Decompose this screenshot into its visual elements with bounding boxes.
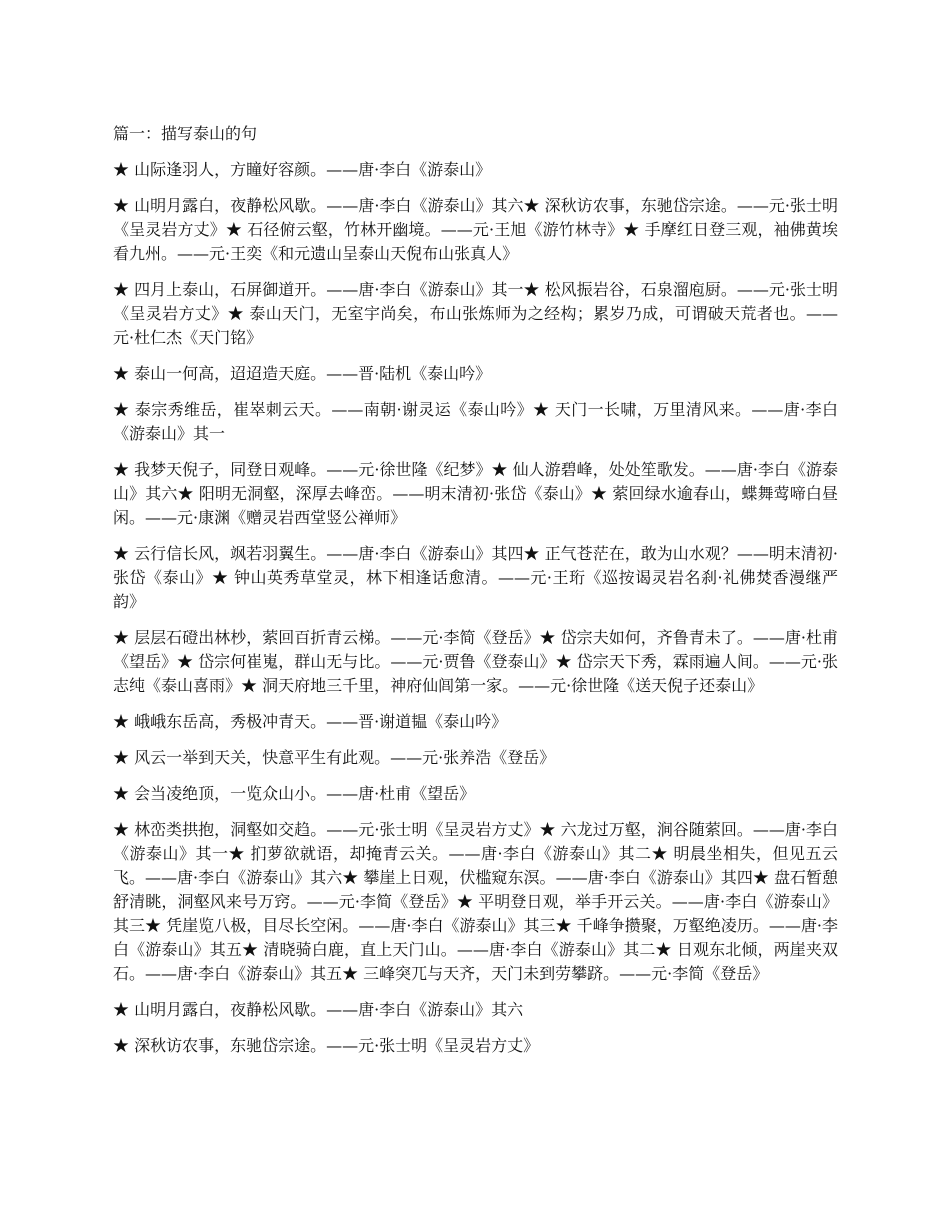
quote-paragraph: ★ 峨峨东岳高，秀极冲青天。——晋·谢道韫《泰山吟》 [113,712,508,731]
quote-paragraph: ★ 会当凌绝顶，一览众山小。——唐·杜甫《望岳》 [113,784,476,803]
document-heading: 篇一：描写泰山的句 [113,124,258,143]
quote-paragraph: ★ 层层石磴出林杪，萦回百折青云梯。——元·李简《登岳》★ 岱宗夫如何，齐鲁青未了。——唐·杜甫《望岳》★ 岱宗何崔嵬，群山无与比。——元·贾鲁《登泰山》★ 岱宗天下秀，霖雨遍人间。——元·张志纯《泰山喜雨》★ 洞天府地三千里，神府仙闾第一家。——元·徐世隆《送天倪子还泰山》 [113,628,838,695]
document-page [113,122,838,1070]
quote-paragraph: ★ 泰山一何高，迢迢造天庭。——晋·陆机《泰山吟》 [113,364,492,383]
quote-paragraph: ★ 深秋访农事，东驰岱宗途。——元·张士明《呈灵岩方丈》 [113,1036,540,1055]
quote-paragraph: ★ 泰宗秀维岳，崔崒刺云天。——南朝·谢灵运《泰山吟》★ 天门一长啸，万里清风来。——唐·李白《游泰山》其一 [113,400,838,443]
quote-paragraph: ★ 山明月露白，夜静松风歇。——唐·李白《游泰山》其六★ 深秋访农事，东驰岱宗途。——元·张士明《呈灵岩方丈》★ 石径俯云壑，竹林开幽境。——元·王旭《游竹林寺》★ 手摩红日登三观，袖佛黄埃看九州。——元·王奕《和元遗山呈泰山天倪布山张真人》 [113,196,838,263]
quote-paragraph: ★ 山明月露白，夜静松风歇。——唐·李白《游泰山》其六 [113,1000,524,1019]
quote-paragraph: ★ 我梦天倪子，同登日观峰。——元·徐世隆《纪梦》★ 仙人游碧峰，处处笙歌发。——唐·李白《游泰山》其六★ 阳明无洞壑，深厚去峰峦。——明末清初·张岱《泰山》★ 萦回绿水逾春山，蝶舞莺啼白昼闲。——元·康渊《赠灵岩西堂竖公禅师》 [113,460,838,527]
quote-paragraph: ★ 风云一举到天关，快意平生有此观。——元·张养浩《登岳》 [113,748,556,767]
quote-paragraph: ★ 林峦类拱抱，洞壑如交趋。——元·张士明《呈灵岩方丈》★ 六龙过万壑，涧谷随萦回。——唐·李白《游泰山》其一★ 扪萝欲就语，却掩青云关。——唐·李白《游泰山》其二★ 明晨坐相失，但见五云飞。——唐·李白《游泰山》其六★ 攀崖上日观，伏槛窥东溟。——唐·李白《游泰山》其四★ 盘石暂憩舒清眺，洞壑风来号万窍。——元·李简《登岳》★ 平明登日观，举手开云关。——唐·李白《游泰山》其三★ 凭崖览八极，目尽长空闲。——唐·李白《游泰山》其三★ 千峰争攒聚，万壑绝凌历。——唐·李白《游泰山》其五★ 清晓骑白鹿，直上天门山。——唐·李白《游泰山》其二★ 日观东北倾，两崖夹双石。——唐·李白《游泰山》其五★ 三峰突兀与天齐，天门未到劳攀跻。——元·李简《登岳》 [113,820,838,983]
quote-paragraph: ★ 四月上泰山，石屏御道开。——唐·李白《游泰山》其一★ 松风振岩谷，石泉溜庖厨。——元·张士明《呈灵岩方丈》★ 泰山天门，无室宇尚矣，布山张炼师为之经构；累岁乃成，可谓破天荒者也。——元·杜仁杰《天门铭》 [113,280,838,347]
quote-paragraph: ★ 山际逢羽人，方瞳好容颜。——唐·李白《游泰山》 [113,160,492,179]
quote-paragraph: ★ 云行信长风，飒若羽翼生。——唐·李白《游泰山》其四★ 正气苍茫在，敢为山水观？——明末清初·张岱《泰山》★ 钟山英秀草堂灵，林下相逢话愈清。——元·王珩《巡按谒灵岩名刹·礼佛焚香漫继严韵》 [113,544,838,611]
